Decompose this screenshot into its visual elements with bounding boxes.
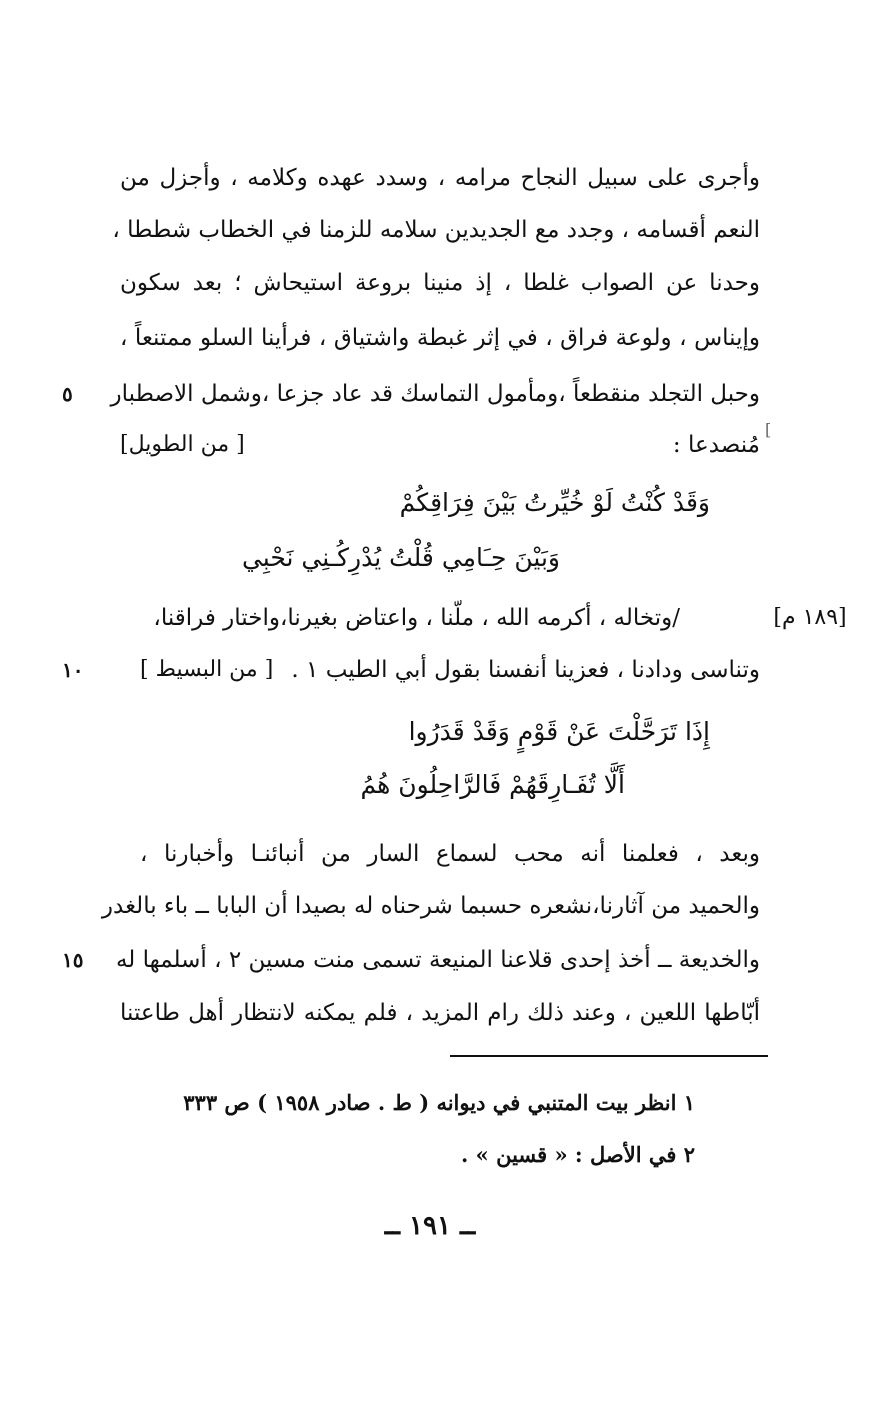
line-number-15: ١٥: [62, 948, 84, 972]
text-line: أبّاطها اللعين ، وعند ذلك رام المزيد ، فلم يمكنه لانتظار أهل طاعتنا: [120, 1000, 760, 1026]
text-line: وإيناس ، ولوعة فراق ، في إثر غبطة واشتياق ، فرأينا السلو ممتنعاً ،: [120, 325, 760, 351]
text-line: والخديعة ــ أخذ إحدى قلاعنا المنيعة تسمى منت مسين ٢ ، أسلمها له: [115, 947, 760, 973]
text-line: وبعد ، فعلمنا أنه محب لسماع السار من أنبائنـا وأخبارنا ،: [140, 841, 760, 867]
text-line: /وتخاله ، أكرمه الله ، ملّنا ، واعتاض بغيرنا،واختار فراقنا،: [153, 605, 680, 631]
folio-marker: [١٨٩ م]: [773, 605, 847, 630]
verse-hemistich: وَقَدْ كُنْتُ لَوْ خُيِّرتُ بَيْنَ فِرَاقِكُمْ: [399, 488, 710, 517]
text-line: وحدنا عن الصواب غلطا ، إذ منينا بروعة استيحاش ؛ بعد سكون: [120, 270, 760, 296]
line-number-5: ٥: [62, 382, 73, 406]
footnote: ١ انظر بيت المتنبي في ديوانه ( ط . صادر ١٩٥٨ ) ص ٣٣٣: [183, 1090, 695, 1115]
verse-hemistich: إِذَا تَرَحَّلْتَ عَنْ قَوْمٍ وَقَدْ قَدَرُوا: [408, 717, 710, 746]
text-line: مُنصدعا :: [672, 432, 760, 458]
text-line: وحبل التجلد منقطعاً ،ومأمول التماسك قد عاد جزعا ،وشمل الاصطبار: [110, 381, 760, 407]
verse-hemistich: وَبَيْنَ حِـَامِي قُلْتُ يُدْرِكُـنِي نَحْبِي: [241, 543, 560, 572]
verse-hemistich: أَلَّا تُفَـارِقَهُمْ فَالرَّاحِلُونَ هُمُ: [360, 770, 625, 799]
text-line: وتناسى ودادنا ، فعزينا أنفسنا بقول أبي الطيب ١ .: [291, 657, 760, 683]
page-number: ــ ١٩١ ــ: [384, 1211, 476, 1241]
line-number-10: ١٠: [62, 658, 84, 682]
text-line: وأجرى على سبيل النجاح مرامه ، وسدد عهده وكلامه ، وأجزل من: [120, 165, 760, 191]
footnote: ٢ في الأصل : « قسين » .: [461, 1142, 695, 1167]
meter-label: [ من البسيط ]: [140, 657, 274, 682]
footnote-rule: [450, 1055, 768, 1057]
text-line: النعم أقسامه ، وجدد مع الجديدين سلامه للزمنا في الخطاب شططا ،: [112, 217, 760, 243]
meter-label: [ من الطويل]: [120, 432, 245, 457]
marginal-bracket: [: [765, 420, 772, 439]
text-line: والحميد من آثارنا،نشعره حسبما شرحناه له بصيدا أن البابا ــ باء بالغدر: [101, 893, 760, 919]
